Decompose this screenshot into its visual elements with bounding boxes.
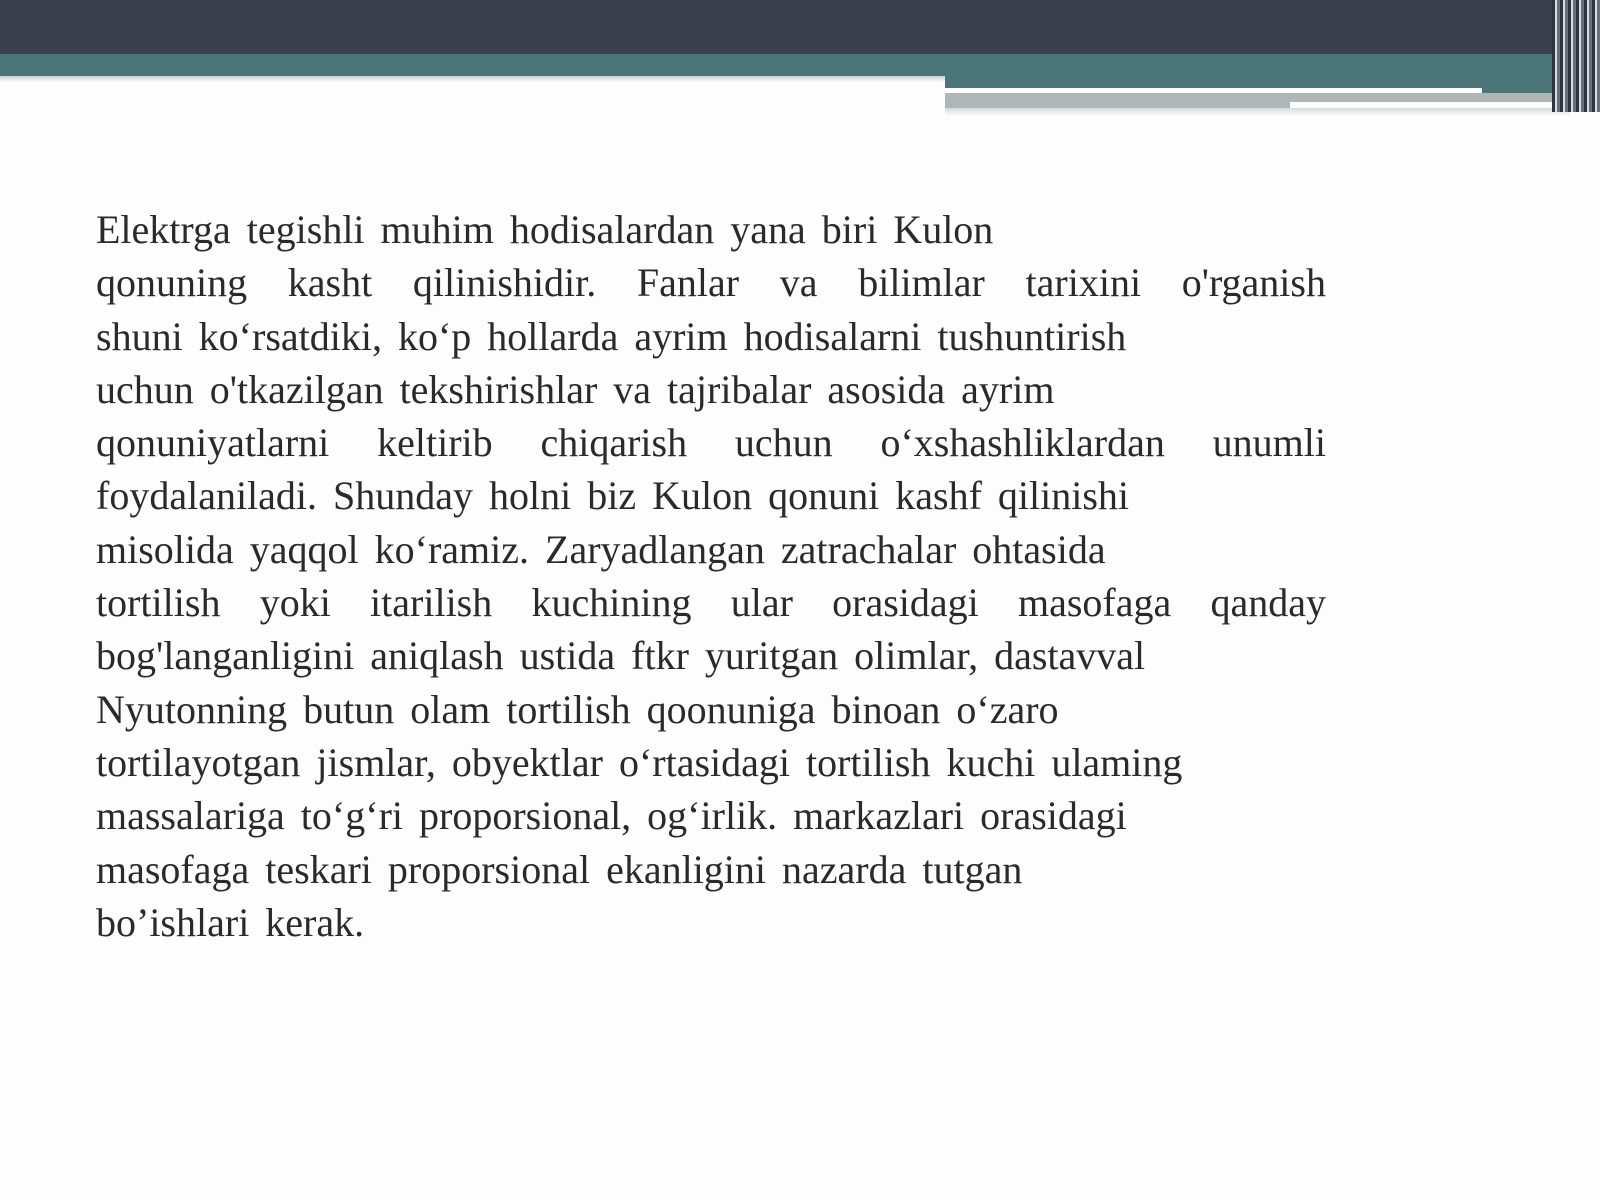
accent-tab-shadow [945, 108, 1570, 116]
text-line: qonuning kasht qilinishidir. Fanlar va bilimlar tarixini o'rganish [96, 260, 1326, 306]
text-line: massalariga to‘g‘ri proporsional, og‘irlik. markazlari orasidagi [96, 793, 1127, 839]
text-line: bo’ishlari kerak. [96, 899, 365, 945]
text-line: tortilish yoki itarilish kuchining ular orasidagi masofaga qanday [96, 580, 1326, 626]
accent-band [0, 54, 1600, 76]
text-line: uchun o'tkazilgan tekshirishlar va tajribalar asosida ayrim [96, 366, 1055, 412]
text-line: tortilayotgan jismlar, obyektlar o‘rtasidagi tortilish kuchi ulaming [96, 739, 1183, 785]
slide-body-text [96, 203, 1326, 949]
corner-stripes [1552, 0, 1600, 112]
text-line: Nyutonning butun olam tortilish qoonuniga binoan o‘zaro [96, 686, 1059, 732]
text-line: bog'langanligini aniqlash ustida ftkr yuritgan olimlar, dastavval [96, 633, 1146, 679]
accent-band-shadow [0, 76, 945, 82]
text-line: foydalaniladi. Shunday holni biz Kulon qonuni kashf qilinishi [96, 473, 1130, 519]
header-band [0, 0, 1600, 54]
text-line: misolida yaqqol ko‘ramiz. Zaryadlangan zatrachalar ohtasida [96, 526, 1106, 572]
text-line: masofaga teskari proporsional ekanligini nazarda tutgan [96, 846, 1023, 892]
text-line: Elektrga tegishli muhim hodisalardan yana biri Kulon [96, 207, 994, 252]
text-line: shuni ko‘rsatdiki, ko‘p hollarda ayrim hodisalarni tushuntirish [96, 313, 1127, 359]
text-line: qonuniyatlarni keltirib chiqarish uchun o‘xshashliklardan unumli [96, 420, 1326, 466]
